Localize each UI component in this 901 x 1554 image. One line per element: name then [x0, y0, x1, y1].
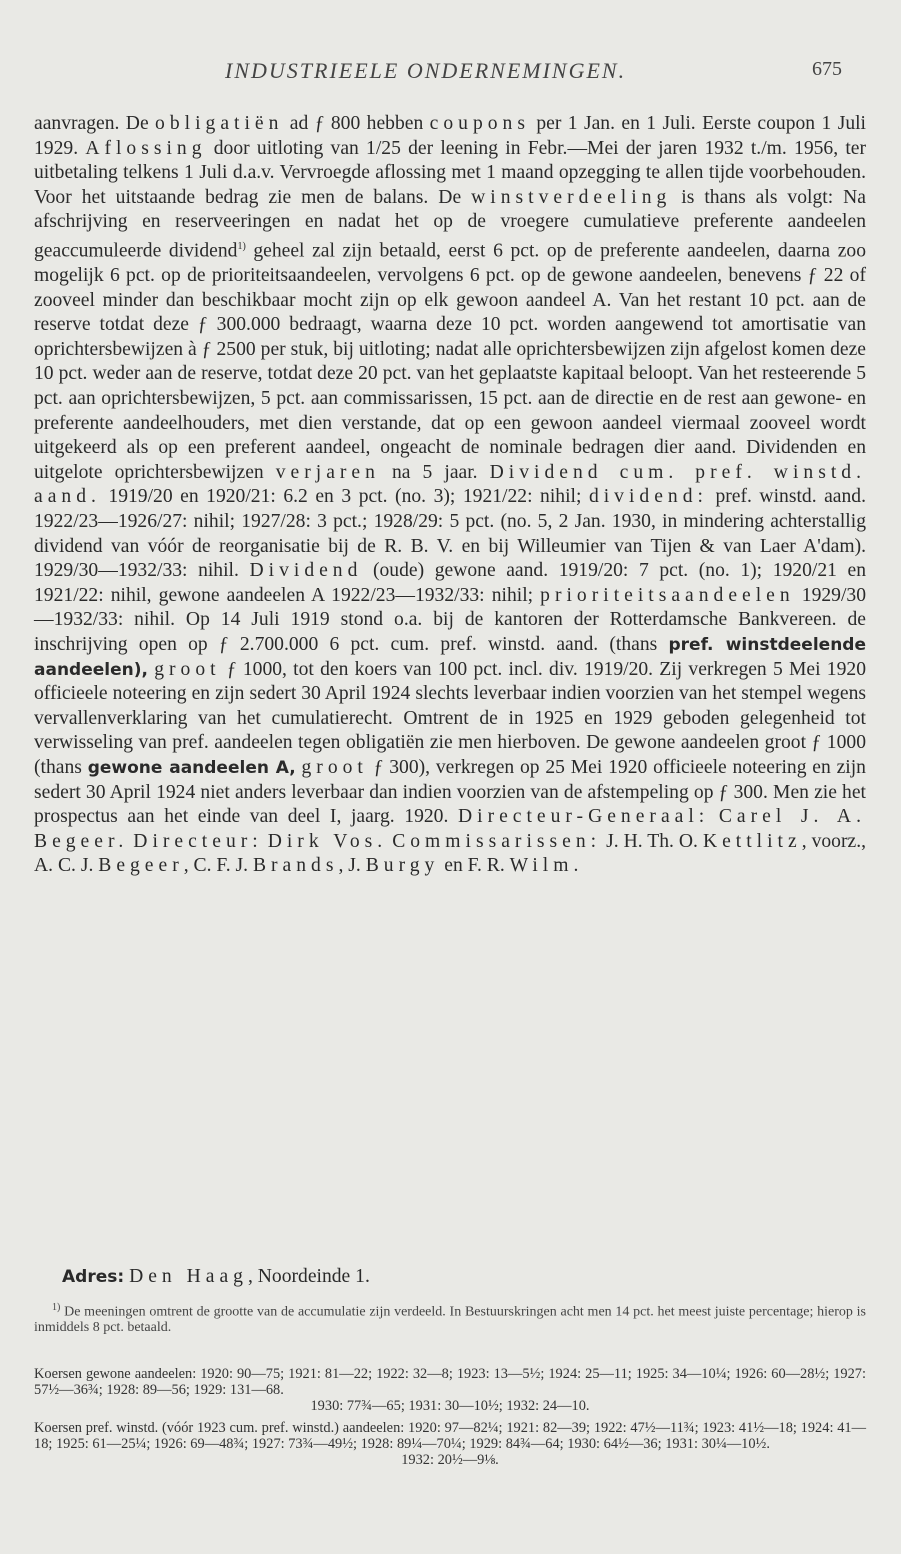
spaced-term: Begeer	[98, 855, 184, 877]
bold-term: pref. winstdeelende aandeelen),	[34, 635, 866, 680]
spaced-term: Commissarissen:	[392, 830, 602, 852]
text-run: J. H. Th. O.	[601, 830, 703, 852]
text-run: door uitloting van 1/25 der leening in Febr.—Mei der jaren 1932 t./m. 1956, ter uitbetaling telkens 1 Juli d.a.v. Vervroegde aflossing met 1 maand opzegging te allen tijde voorbehouden. Voor het uitstaande bedrag zie men de balans. De	[34, 137, 866, 208]
address-city: Den Haag	[129, 1266, 248, 1287]
spaced-term: Brands	[252, 855, 339, 877]
spaced-term: winstverdeeling	[471, 186, 672, 208]
spaced-term: Aflossing	[85, 137, 207, 159]
spaced-term: Dividend cum. pref. winstd. aand.	[34, 461, 866, 508]
text-run: ƒ 1000, tot den koers van 100 pct. incl. div. 1919/20. Zij verkregen 5 Mei 1920 officieele noteering en zijn sedert 30 April 1924 slechts leverbaar indien voorzien van het stempel wegens vervallenverklaring van het cumulatierecht. Omtrent de in 1925 en 1929 geboden gelegenheid tot verwisseling van pref. aandeelen tegen obligatiën zie men hierboven. De gewone aandeelen groot ƒ 1000 (thans	[34, 658, 866, 778]
text-run: (oude) gewone aand. 1919/20: 7 pct. (no. 1); 1920/21 en 1921/22: nihil, gewone aandeelen A 1922/23—1932/33: nihil;	[34, 560, 866, 606]
page-number: 675	[812, 58, 842, 80]
spaced-term: dividend:	[588, 486, 708, 508]
address-line	[62, 1266, 370, 1288]
price-history-last-line: 1932: 20½—9⅛.	[401, 1452, 499, 1468]
spaced-term: Dividend	[249, 560, 363, 582]
spaced-term: Kettlitz	[702, 830, 802, 852]
spaced-term: Burgy	[365, 855, 440, 877]
text-run: 1929/30—1932/33: nihil. Op 14 Juli 1919 stond o.a. bij de kantoren der Rotterdamsche Bankvereen. de inschrijving open op ƒ 2.700.000 6 pct. cum. pref. winstd. aand. (thans	[34, 584, 866, 655]
spaced-term: groot	[301, 756, 368, 778]
text-run: ad ƒ 800 hebben	[283, 113, 430, 134]
spaced-term: obligatiën	[155, 113, 284, 134]
text-run: , J.	[338, 855, 366, 877]
text-run: , voorz., A. C. J.	[34, 830, 866, 877]
text-run: is thans als volgt: Na afschrijving en reserveeringen en nadat het op de vroegere cumulatieve preferente aandeelen geaccumuleerde dividend	[34, 186, 866, 262]
page-header	[0, 52, 901, 86]
spaced-term: Dirk Vos.	[267, 830, 388, 852]
price-history-last-line: 1930: 77¾—65; 1931: 30—10½; 1932: 24—10.	[310, 1398, 590, 1414]
bold-term: gewone aandeelen A,	[87, 757, 296, 778]
price-history-preferred-shares	[34, 1420, 866, 1468]
spaced-term: Directeur:	[133, 830, 263, 852]
spaced-term: prioriteitsaandeelen	[540, 584, 795, 606]
price-history-common-shares	[34, 1366, 866, 1414]
footnote-mark: 1)	[52, 1302, 61, 1313]
text-run: aanvragen. De	[34, 113, 156, 134]
spaced-term: groot	[154, 658, 221, 680]
running-title: INDUSTRIEELE ONDERNEMINGEN.	[225, 58, 627, 83]
text-run: na 5 jaar.	[379, 461, 490, 483]
address-label: Adres:	[62, 1267, 125, 1287]
text-run: , C. F. J.	[183, 855, 253, 877]
text-run	[709, 806, 719, 827]
text-run: per 1 Jan. en 1 Juli. Eerste coupon 1 Juli 1929.	[34, 113, 866, 159]
text-run: pref. winstd. aand. 1922/23—1926/27: nihil; 1927/28: 3 pct.; 1928/29: 5 pct. (no. 5, 2 Jan. 1930, in mindering achterstallig dividend van vóór de reorganisatie bij de R. B. V. en bij Willeumier van Tijen & van Laer A'dam). 1929/30—1932/33: nihil.	[34, 486, 866, 582]
text-run: 1919/20 en 1920/21: 6.2 en 3 pct. (no. 3); 1921/22: nihil;	[100, 486, 589, 508]
address-street: , Noordeinde 1.	[247, 1266, 370, 1287]
footnote-reference: 1)	[237, 240, 246, 252]
spaced-term: Wilm	[509, 855, 574, 877]
spaced-term: verjaren	[275, 461, 380, 483]
body-paragraph	[34, 112, 866, 879]
text-run: geheel zal zijn betaald, eerst 6 pct. op de preferente aandeelen, daarna zoo mogelijk 6 pct. op de prioriteitsaandeelen, vervolgens 6 pct. op de gewone aandeelen, benevens ƒ 22 of zooveel minder dan beschikbaar mocht zijn op elk gewoon aandeel A. Van het restant 10 pct. aan de reserve totdat deze ƒ 300.000 bedraagt, waarna deze 10 pct. worden aangewend tot amortisatie van oprichtersbewijzen à ƒ 2500 per stuk, bij uitloting; nadat alle oprichtersbewijzen zijn afgelost komen deze 10 pct. weder aan de reserve, totdat deze 20 pct. van het geplaatste kapitaal beloopt. Van het resteerende 5 pct. aan oprichtersbewijzen, 5 pct. aan commissarissen, 15 pct. aan de directie en de rest aan gewone- en preferente aandeelhouders, met dien verstande, dat op een gewoon aandeel viermaal zooveel wordt uitgekeerd als op een preferent aandeel, ongeacht de nominale bedragen dier aand. Dividenden en uitgelote oprichtersbewijzen	[34, 240, 866, 483]
text-run: en F. R.	[439, 855, 510, 877]
text-run: .	[573, 855, 579, 877]
text-run: ƒ 300), verkregen op 25 Mei 1920 officieele noteering en zijn sedert 30 April 1924 niet anders leverbaar dan indien voorzien van de afstempeling op ƒ 300. Men zie het prospectus aan het einde van deel I, jaarg. 1920.	[34, 756, 866, 828]
spaced-term: coupons	[429, 113, 530, 134]
spaced-term: Carel J. A. Begeer.	[34, 806, 866, 852]
price-history-text: Koersen pref. winstd. (vóór 1923 cum. pref. winstd.) aandeelen: 1920: 97—82¼; 1921: 82—39; 1922: 47½—11¾; 1923: 41½—18; 1924: 41—18; 1925: 61—25¼; 1926: 69—48¾; 1927: 73¾—49½; 1928: 89¼—70¼; 1929: 84¾—64; 1930: 64½—36; 1931: 30¼—10½.	[34, 1420, 866, 1452]
footnote-text: De meeningen omtrent de grootte van de accumulatie zijn verdeeld. In Bestuurskringen acht men 14 pct. het meest juiste percentage; hierop is inmiddels 8 pct. betaald.	[34, 1304, 866, 1335]
footnote	[34, 1300, 866, 1335]
price-history-text: Koersen gewone aandeelen: 1920: 90—75; 1921: 81—22; 1922: 32—8; 1923: 13—5½; 1924: 25—11; 1925: 34—10¼; 1926: 60—28½; 1927: 57½—36¾; 1928: 89—56; 1929: 131—68.	[34, 1366, 866, 1398]
spaced-term: Directeur-Generaal:	[457, 806, 710, 828]
